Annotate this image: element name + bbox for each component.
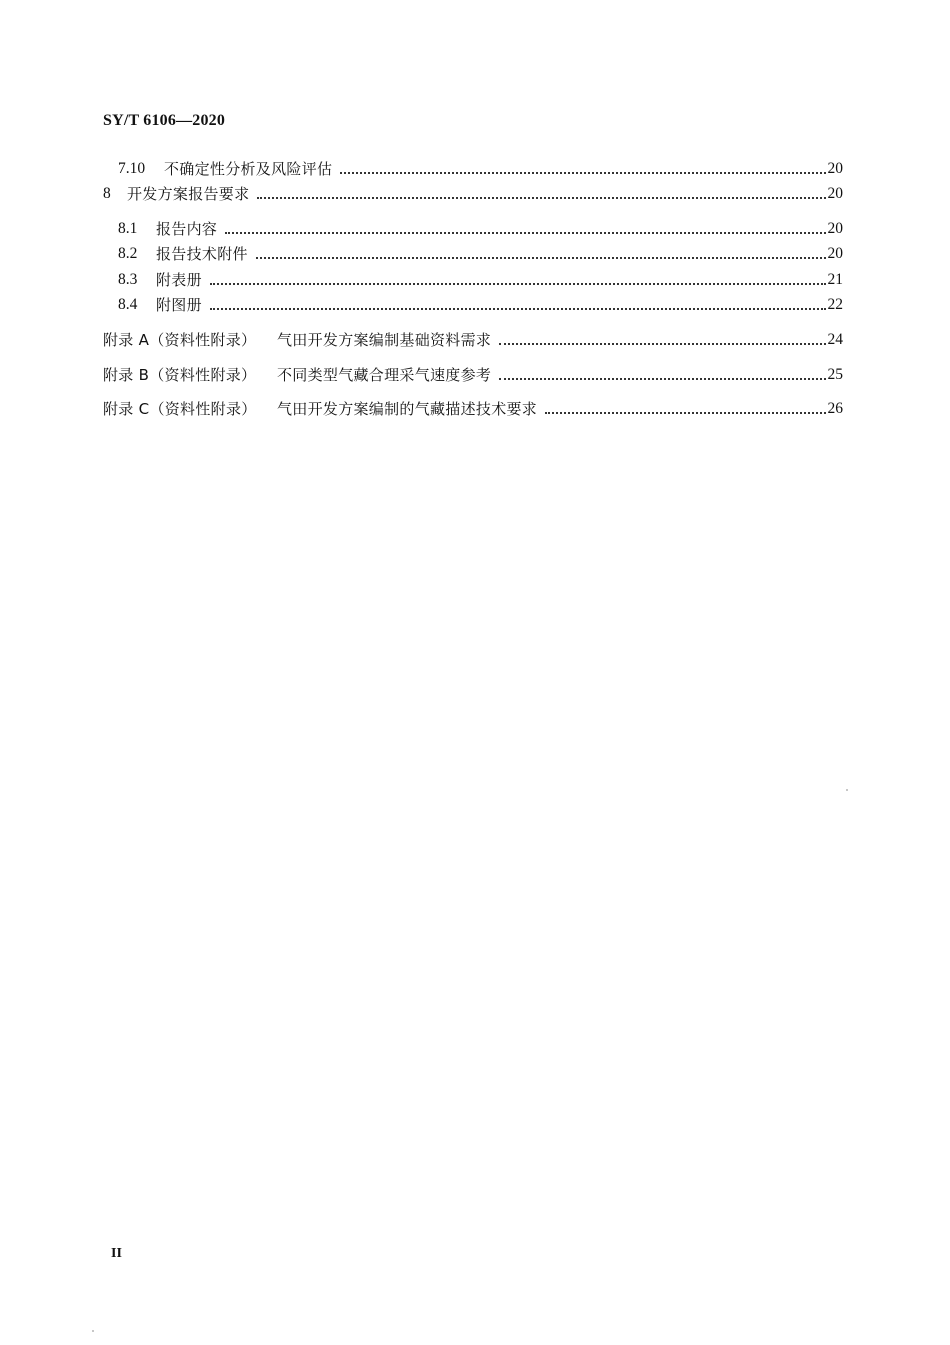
scan-speck <box>846 789 848 791</box>
scan-speck <box>92 1330 94 1332</box>
toc-number: 8.3 <box>118 271 138 288</box>
toc-dot-leader <box>340 172 825 174</box>
toc-page-number: 25 <box>827 366 843 383</box>
toc-dot-leader <box>257 197 825 199</box>
toc-title: 不确定性分析及风险评估 <box>164 160 333 178</box>
toc-number: 附录 A（资料性附录） <box>103 331 257 349</box>
toc-page-number: 22 <box>827 296 843 313</box>
toc-title: 气田开发方案编制的气藏描述技术要求 <box>277 400 538 418</box>
toc-dot-leader <box>210 283 826 285</box>
toc-entry-8[interactable] <box>103 182 843 204</box>
toc-number: 8.2 <box>118 245 138 262</box>
toc-page-number: 20 <box>827 245 843 262</box>
toc-dot-leader <box>545 412 825 414</box>
toc-dot-leader <box>225 232 825 234</box>
toc-entry-appendix-c[interactable] <box>103 397 843 419</box>
toc-title: 报告内容 <box>156 220 218 238</box>
toc-number: 附录 B（资料性附录） <box>103 366 257 384</box>
toc-title: 气田开发方案编制基础资料需求 <box>277 331 492 349</box>
toc-number: 附录 C（资料性附录） <box>103 400 257 418</box>
toc-entry-7-10[interactable] <box>118 157 843 179</box>
toc-dot-leader <box>256 257 826 259</box>
toc-entry-8-1[interactable] <box>118 217 843 239</box>
toc-page-number: 24 <box>827 331 843 348</box>
toc-title: 附图册 <box>156 296 202 314</box>
footer-page-number: II <box>111 1246 122 1261</box>
toc-page-number: 20 <box>827 220 843 237</box>
toc-entry-8-4[interactable] <box>118 293 843 315</box>
toc-page-number: 20 <box>827 185 843 202</box>
standard-code: SY/T 6106—2020 <box>103 112 226 129</box>
toc-dot-leader <box>499 378 825 380</box>
toc-number: 8.1 <box>118 220 138 237</box>
toc-title: 附表册 <box>156 271 202 289</box>
toc-page-number: 20 <box>827 160 843 177</box>
toc-number: 8 <box>103 185 111 202</box>
toc-entry-8-3[interactable] <box>118 268 843 290</box>
toc-page-number: 21 <box>827 271 843 288</box>
toc-entry-appendix-a[interactable] <box>103 328 843 350</box>
toc-entry-appendix-b[interactable] <box>103 363 843 385</box>
toc-title: 开发方案报告要求 <box>127 185 250 203</box>
toc-page-number: 26 <box>827 400 843 417</box>
toc-entry-8-2[interactable] <box>118 242 843 264</box>
toc-number: 8.4 <box>118 296 138 313</box>
toc-dot-leader <box>499 343 825 345</box>
toc-title: 不同类型气藏合理采气速度参考 <box>277 366 492 384</box>
toc-title: 报告技术附件 <box>156 245 248 263</box>
toc-dot-leader <box>210 308 826 310</box>
toc-number: 7.10 <box>118 160 146 177</box>
